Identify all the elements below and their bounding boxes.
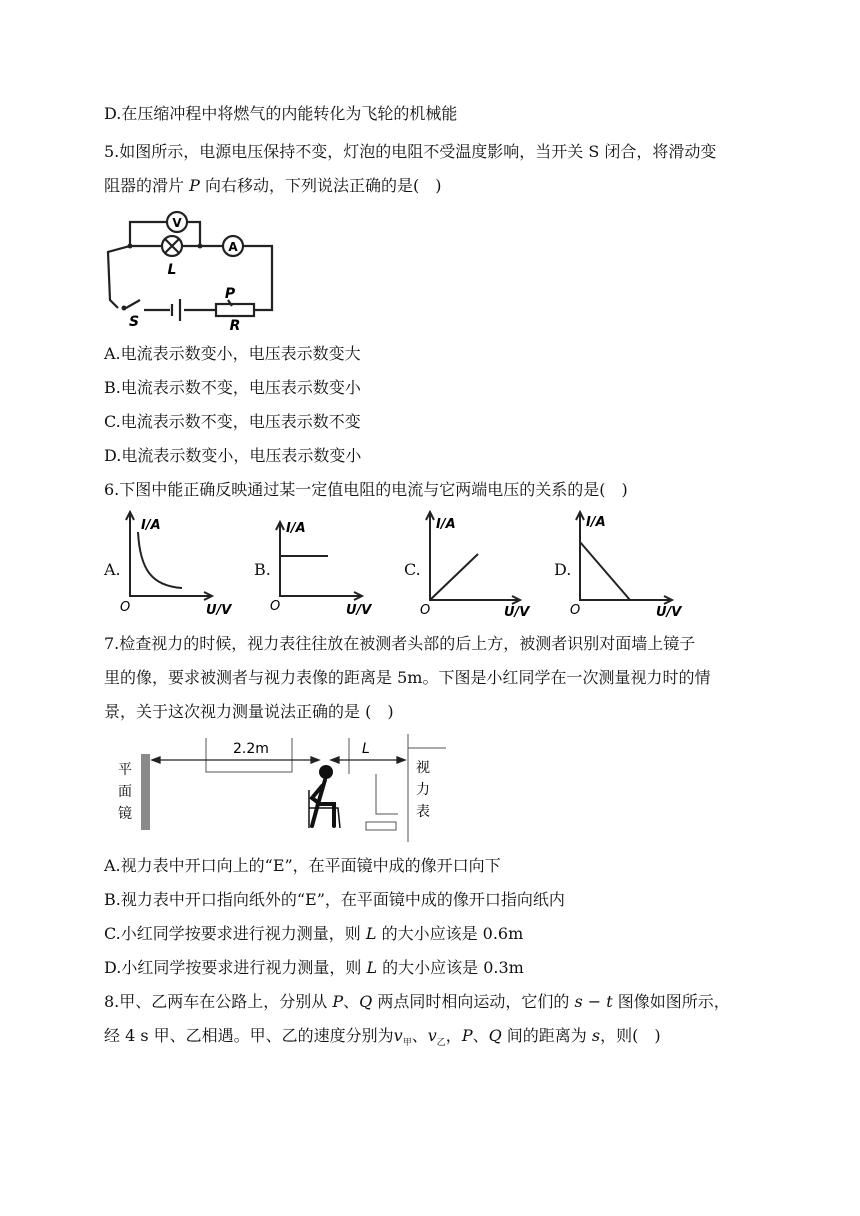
graph-b-x-axis: U/V: [346, 603, 372, 618]
chart-label-2: 力: [416, 782, 430, 798]
person-icon: [309, 765, 340, 828]
q6-graph-d: [568, 508, 692, 618]
q6-graph-a: [118, 508, 238, 618]
switch-label: S: [128, 314, 140, 330]
graph-a-origin: O: [120, 600, 131, 615]
graph-d-x-axis: U/V: [656, 605, 682, 618]
graph-c-y-axis: I/A: [436, 517, 456, 532]
q8-stem-line2: 经 4 s 甲、乙相遇。甲、乙的速度分别为$v_甲$、$v_乙$，P、Q 间的距离为 s，则( ): [104, 1026, 661, 1049]
graph-a-y-axis: I/A: [141, 518, 161, 533]
q5-stem-line2: 阻器的滑片 P 向右移动，下列说法正确的是( ): [104, 176, 442, 195]
q7-stem-line1: 7.检查视力的时候，视力表往往放在被测者头部的后上方，被测者识别对面墙上镜子: [104, 634, 696, 653]
q5-option-c: C.电流表示数不变，电压表示数不变: [104, 412, 361, 431]
graph-a-x-axis: U/V: [206, 603, 232, 618]
q6-graph-b-label: B.: [254, 560, 271, 579]
L-label: L: [362, 741, 370, 757]
distance-label: 2.2m: [233, 741, 269, 757]
q7-stem-line2: 里的像，要求被测者与视力表像的距离是 5m。下图是小红同学在一次测量视力时的情: [104, 668, 711, 687]
q6-graph-b: [268, 508, 388, 618]
q7-vision-test-figure: [106, 730, 446, 842]
voltmeter-label: V: [172, 216, 182, 230]
q5-option-a: A.电流表示数变小，电压表示数变大: [104, 344, 361, 363]
q8-stem-line1: 8.甲、乙两车在公路上，分别从 P、Q 两点同时相向运动，它们的 s − t 图像如图所示，: [104, 992, 730, 1011]
q5-stem-line1: 5.如图所示，电源电压保持不变，灯泡的电阻不受温度影响，当开关 S 闭合，将滑动变: [104, 142, 717, 161]
graph-c-origin: O: [420, 603, 431, 618]
q7-option-c: C.小红同学按要求进行视力测量，则 L 的大小应该是 0.6m: [104, 924, 524, 943]
graph-d-origin: O: [570, 603, 581, 618]
q7-option-a: A.视力表中开口向上的“E”，在平面镜中成的像开口向下: [104, 856, 501, 875]
lamp-label: L: [167, 262, 177, 278]
q6-graph-c-label: C.: [404, 560, 421, 579]
slider-label: P: [224, 286, 236, 302]
q6-graph-c: [418, 508, 538, 618]
q4-option-d: D.在压缩冲程中将燃气的内能转化为飞轮的机械能: [104, 104, 458, 123]
chart-label-3: 表: [416, 804, 430, 820]
mirror-label-1: 平: [118, 762, 132, 778]
q5-option-b: B.电流表示数不变，电压表示数变小: [104, 378, 361, 397]
graph-c-x-axis: U/V: [504, 605, 530, 618]
q5-circuit-diagram: [104, 206, 280, 332]
q5-option-d: D.电流表示数变小，电压表示数变小: [104, 446, 362, 465]
q7-option-d: D.小红同学按要求进行视力测量，则 L 的大小应该是 0.3m: [104, 958, 524, 977]
q6-stem: 6.下图中能正确反映通过某一定值电阻的电流与它两端电压的关系的是( ): [104, 480, 628, 499]
mirror-label-3: 镜: [118, 806, 132, 822]
q7-option-b: B.视力表中开口指向纸外的“E”，在平面镜中成的像开口指向纸内: [104, 890, 565, 909]
mirror-label-2: 面: [118, 784, 132, 800]
q6-graph-a-label: A.: [104, 560, 121, 579]
graph-b-origin: O: [270, 599, 281, 614]
rheostat-label: R: [229, 318, 241, 332]
ammeter-label: A: [228, 240, 238, 254]
q6-graph-d-label: D.: [554, 560, 572, 579]
graph-b-y-axis: I/A: [286, 521, 306, 536]
q7-stem-line3: 景，关于这次视力测量说法正确的是 ( ): [104, 702, 394, 721]
graph-d-y-axis: I/A: [586, 515, 606, 530]
chart-label-1: 视: [416, 760, 430, 776]
